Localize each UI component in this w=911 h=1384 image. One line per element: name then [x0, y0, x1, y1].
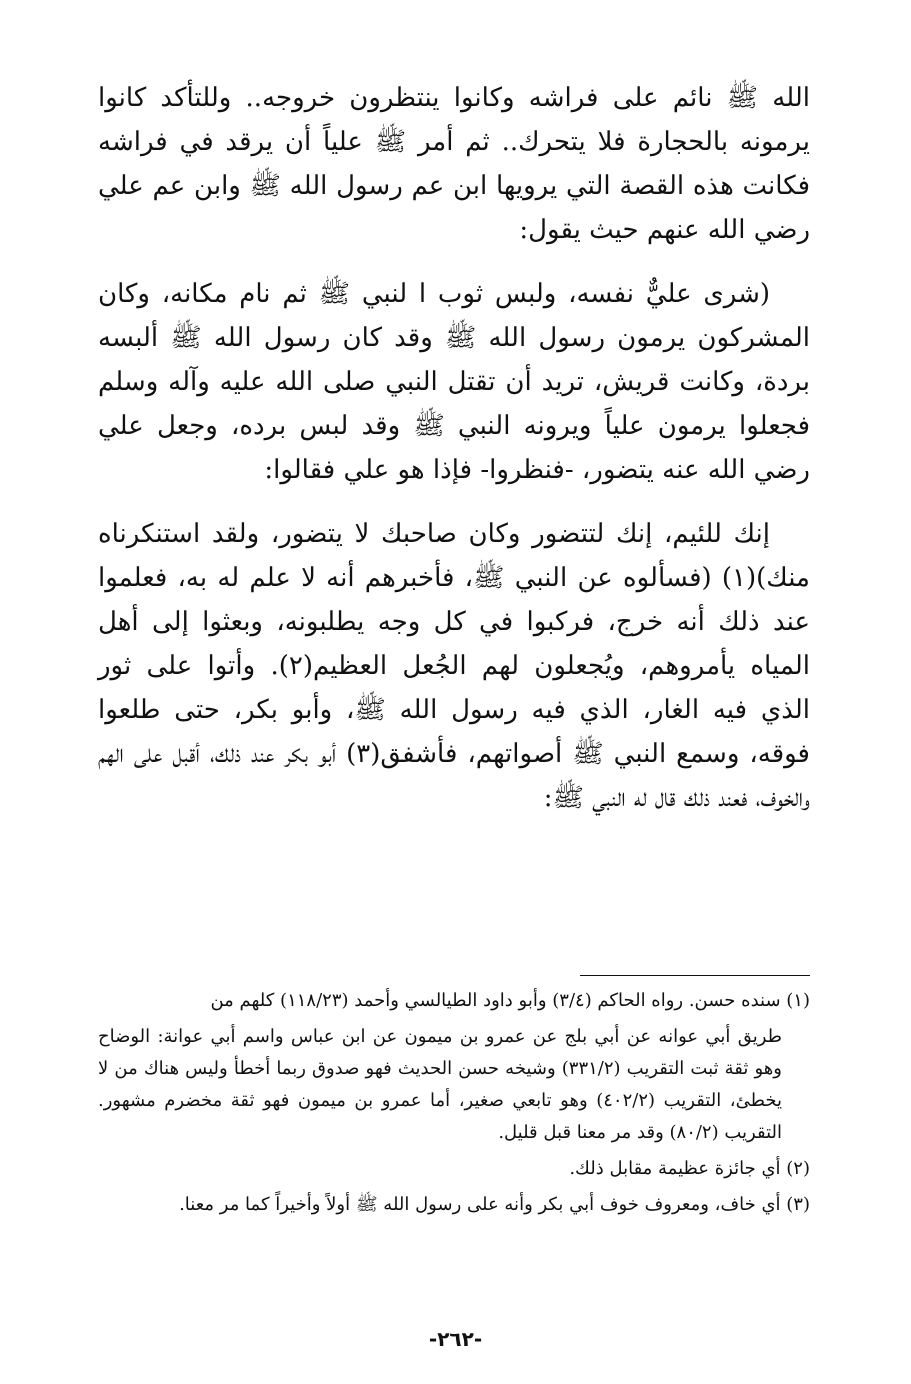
- footnote-1-continued: طريق أبي عوانه عن أبي بلج عن عمرو بن ميمون عن ابن عباس واسم أبي عوانة: الوضاح وهو ثقة ثبت التقريب (٣٣١/٢) وشيخه حسن الحديث فهو صدوق ربما أخطأ وليس هناك من لا يخطئ، التقريب (٤٠٢/٢) وهو تابعي صغير، أما عمرو بن ميمون فهو ثقة مخضرم مشهور. التقريب (٨٠/٢) وقد مر معنا قبل قليل.: [98, 1026, 782, 1143]
- paragraph-3: إنك للئيم، إنك لتتضور وكان صاحبك لا يتضور، ولقد استنكرناه منك)(١) (فسألوه عن النبي ﷺ، فأخبرهم أنه لا علم له به، فعلموا عند ذلك أنه خرج، فركبوا في كل وجه يطلبونه، وبعثوا إلى أهل المياه يأمروهم، ويُجعلون لهم الجُعل العظيم(٢). وأتوا على ثور الذي فيه الغار، الذي فيه رسول الله ﷺ، وأبو بكر، حتى طلعوا فوقه، وسمع النبي ﷺ أصواتهم، فأشفق(٣) أبو بكر عند ذلك، أقبل على الهم والخوف، فعند ذلك قال له النبي ﷺ:: [98, 519, 810, 813]
- footnote-3: (٣) أي خاف، ومعروف خوف أبي بكر وأنه على رسول الله ﷺ أولاً وأخيراً كما مر معنا.: [179, 1194, 810, 1215]
- footnotes: [98, 985, 810, 1221]
- paragraph-1: الله ﷺ نائم على فراشه وكانوا ينتظرون خروجه.. وللتأكد كانوا يرمونه بالحجارة فلا يتحرك.. ثم أمر ﷺ علياً أن يرقد في فراشه فكانت هذه القصة التي يرويها ابن عم رسول الله ﷺ وابن عم علي رضي الله عنهم حيث يقول:: [98, 83, 810, 245]
- footnote-divider: [580, 975, 810, 976]
- page-number: -٢٦٢-: [428, 1327, 483, 1351]
- footnote-1: (١) سنده حسن. رواه الحاكم (٣/٤) وأبو داود الطيالسي وأحمد (١١٨/٢٣) كلهم من: [210, 990, 810, 1011]
- main-text: [98, 76, 810, 840]
- footnote-2: (٢) أي جائزة عظيمة مقابل ذلك.: [569, 1158, 810, 1179]
- paragraph-2: (شرى عليٌّ نفسه، ولبس ثوب ا لنبي ﷺ ثم نام مكانه، وكان المشركون يرمون رسول الله ﷺ وقد كان رسول الله ﷺ ألبسه بردة، وكانت قريش، تريد أن تقتل النبي صلى الله عليه وآله وسلم فجعلوا يرمون علياً ويرونه النبي ﷺ وقد لبس برده، وجعل علي رضي الله عنه يتضور، -فنظروا- فإذا هو علي فقالوا:: [98, 279, 810, 485]
